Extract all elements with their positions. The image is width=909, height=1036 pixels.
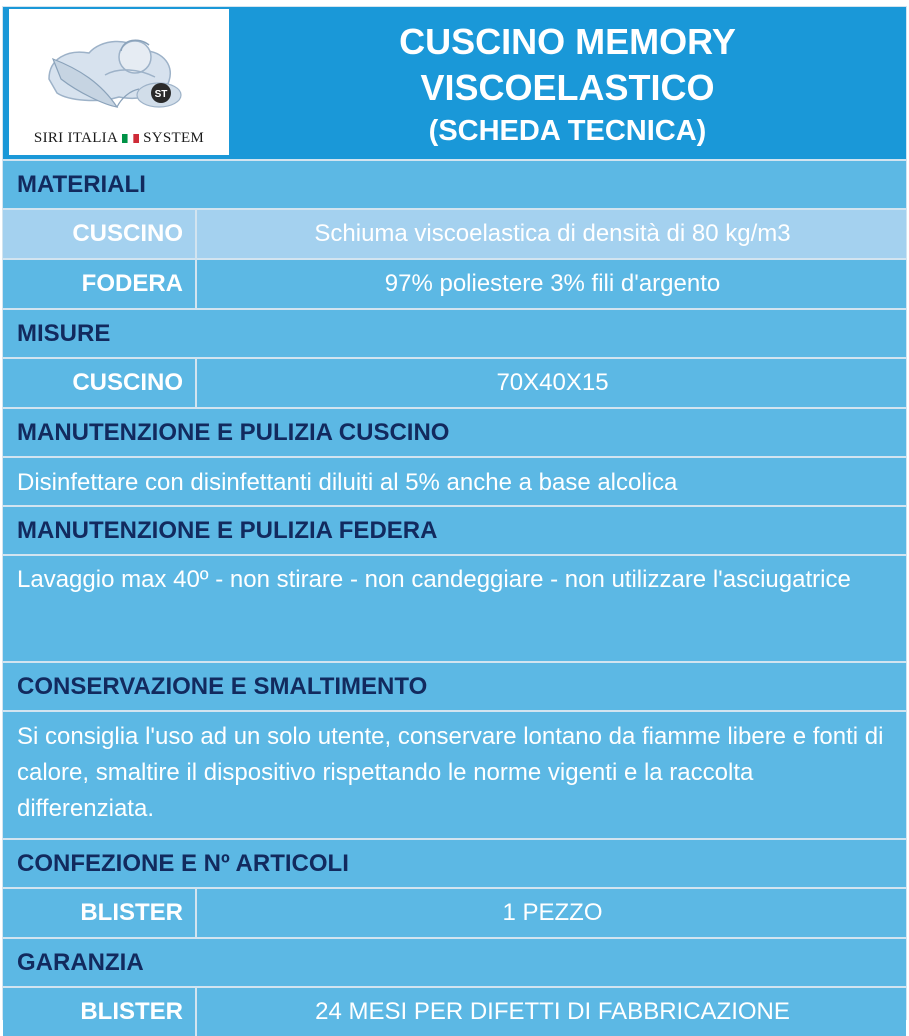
spec-key: FODERA [3,260,197,308]
section-title: CONFEZIONE E Nº ARTICOLI [17,850,349,877]
section-text-conservazione: Si consiglia l'uso ad un solo utente, conservare lontano da fiamme libere e fonti di calore, smaltire il dispositivo rispettando le norme vigenti e la raccolta differenziata. [3,710,906,838]
title-line-1: CUSCINO MEMORY [399,21,736,62]
title-line-3: (SCHEDA TECNICA) [428,115,707,147]
title-line-2: VISCOELASTICO [420,67,715,108]
spec-value: Schiuma viscoelastica di densità di 80 kg/m3 [314,220,791,247]
spec-value: 24 MESI PER DIFETTI DI FABBRICAZIONE [315,998,790,1025]
brand-name-right: SYSTEM [143,130,205,146]
section-title: CONSERVAZIONE E SMALTIMENTO [17,673,428,700]
section-header-conservazione [3,661,906,710]
section-header-confezione [3,838,906,887]
spec-value: 97% poliestere 3% fili d'argento [384,270,721,297]
section-header-pulizia-federa [3,505,906,554]
spec-key: CUSCINO [3,210,197,258]
spec-row-garanzia-blister [3,986,906,1036]
spec-key: BLISTER [3,889,197,937]
sheet-header [3,7,906,159]
section-title: MANUTENZIONE E PULIZIA CUSCINO [17,419,450,446]
sheet-title [229,19,906,151]
spec-key: CUSCINO [3,359,197,407]
spec-row-misure-cuscino [3,357,906,407]
section-title: GARANZIA [17,949,144,976]
spec-row-confezione-blister [3,887,906,937]
section-title: MANUTENZIONE E PULIZIA FEDERA [17,517,438,544]
spec-row-materiali-fodera [3,258,906,308]
logo-monogram: ST [154,89,168,100]
section-header-materiali [3,159,906,208]
section-text-pulizia-cuscino: Disinfettare con disinfettanti diluiti al 5% anche a base alcolica [3,456,906,505]
technical-sheet [2,6,907,1025]
spec-key: BLISTER [3,988,197,1036]
spec-row-materiali-cuscino [3,208,906,258]
section-title: MISURE [17,320,111,347]
brand-name-left: SIRI ITALIA [33,130,119,146]
logo-illustration [9,9,229,121]
brand-logo [9,9,229,155]
brand-name [9,130,229,147]
spec-value: 1 PEZZO [502,899,603,926]
sheet-body [3,159,906,1036]
section-header-garanzia [3,937,906,986]
section-header-misure [3,308,906,357]
section-text-pulizia-federa: Lavaggio max 40º - non stirare - non candeggiare - non utilizzare l'asciugatrice [3,554,906,661]
section-title: MATERIALI [17,171,146,198]
spec-value: 70X40X15 [496,369,609,396]
section-header-pulizia-cuscino [3,407,906,456]
italian-flag-icon [122,134,139,143]
